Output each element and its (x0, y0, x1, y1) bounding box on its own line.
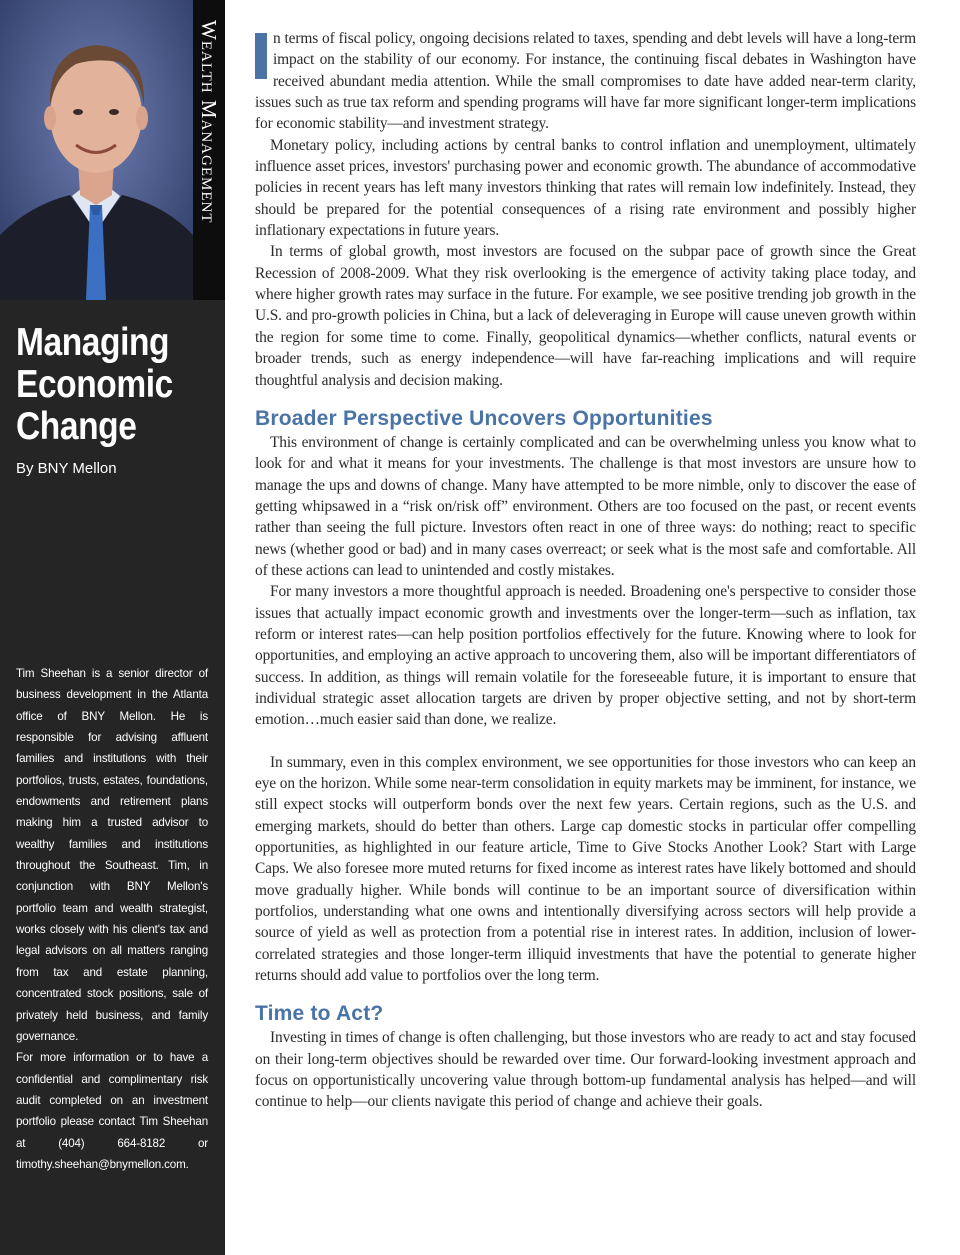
author-portrait-image (0, 0, 193, 300)
byline: By BNY Mellon (16, 460, 117, 477)
article-paragraph-6: In summary, even in this complex environment, we see opportunities for those investors who can keep an eye on the horizon. While some near-term consolidation in equity markets may be imminent, for instance, we still expect stocks will outperform bonds over the next few years. Certain regions, such as the U.S. and emerging markets, should do better than others. Large cap domestic stocks in particular offer compelling opportunities, as highlighted in our feature article, Time to Give Stocks Another Look? Start with Large Caps. We also foresee more muted returns for fixed income as interest rates have likely bottomed and should move gradually higher. While bonds will continue to be an important source of diversification within portfolios, understanding what one owns and intentionally diversifying across sectors will help provide a source of yield as well as protection from a potential rise in interest rates. In addition, inclusion of lower-correlated strategies and those longer-term illiquid investments that have the potential to generate higher returns should add value to portfolios over the long term. (255, 753, 916, 985)
section-heading-1: Broader Perspective Uncovers Opportunities (255, 406, 713, 430)
section-tab (193, 0, 225, 300)
article-paragraph-1-text: n terms of fiscal policy, ongoing decisions related to taxes, spending and debt levels will have a long-term impact on the stability of our economy. For instance, the continuing fiscal debates in Washington have received abundant media attention. While the small compromises to date have added near-term clarity, issues such as true tax reform and spending programs will have far more significant longer-term implications for economic stability—and investment strategy. (255, 30, 916, 133)
article-title-line-3: Change (16, 405, 137, 448)
article-paragraph-3: In terms of global growth, most investors are focused on the subpar pace of growth since the Great Recession of 2008-2009. What they risk overlooking is the emergence of activity taking place today, and where higher growth rates may surface in the future. For example, we see positive trending job growth in the U.S. and pro-growth policies in China, but a lack of deleveraging in Europe will cause uneven growth within the region for some time to come. Finally, geopolitical dynamics—whether conflicts, natural events or broader trends, such as energy independence—will have far-reaching implications and will require thoughtful analysis and decision making. (255, 243, 916, 389)
author-bio (16, 663, 208, 1175)
author-photo (0, 0, 193, 300)
article-paragraph-2: Monetary policy, including actions by central banks to control inflation and unemployment, ultimately influence asset prices, investors' purchasing power and economic growth. The abundance of accommodative policies in recent years has left many investors thinking that rates will remain low indefinitely. Instead, they should be prepared for the potential consequences of a rising rate environment and possibly higher inflationary expectations in future years. (255, 136, 916, 240)
article-body (255, 28, 916, 1113)
article-paragraph-7: Investing in times of change is often challenging, but those investors who are ready to act and stay focused on their long-term objectives should be rewarded over time. Our forward-looking investment approach and focus on opportunistically uncovering value through bottom-up fundamental analysis has helped—and will continue to help—our clients navigate this period of change and achieve their goals. (255, 1029, 916, 1111)
sidebar (0, 0, 225, 1255)
article-paragraph-1 (255, 28, 916, 135)
article-title (16, 322, 188, 448)
article-title-line-2: Economic (16, 363, 173, 406)
article-paragraph-4: This environment of change is certainly complicated and can be overwhelming unless you know what to look for and what it means for your investments. The challenge is that most investors are unsure how to manage the ups and downs of change. Many have attempted to be more nimble, only to discover the ease of getting whipsawed in a “risk on/risk off” environment. Others are too focused on the past, or recent events rather than seeing the full picture. Investors often react in one of three ways: do nothing; react to specific news (whether good or bad) and in many cases overreact; or seek what is the most safe and comfortable. All of these actions can lead to unintended and costly mistakes. (255, 433, 916, 579)
drop-cap-bar (255, 33, 267, 79)
paragraph-spacer (255, 731, 916, 752)
article-title-line-1: Managing (16, 321, 170, 364)
author-bio-text: Tim Sheehan is a senior director of business development in the Atlanta office of BNY Mellon. He is responsible for advising affluent families and institutions with their portfolios, trusts, estates, foundations, endowments and retirement plans making him a trusted advisor to wealthy families and institutions throughout the Southeast. Tim, in conjunction with BNY Mellon's portfolio team and wealth strategist, works closely with his client's tax and legal advisors on all matters ranging from tax and estate planning, concentrated stock positions, sale of privately held business, and family governance. (16, 667, 208, 1043)
article-paragraph-5: For many investors a more thoughtful approach is needed. Broadening one's perspective to consider those issues that actually impact economic growth and investments over the longer-term—such as inflation, tax reform or interest rates—can help position portfolios effectively for the future. Knowing where to look for opportunities, and employing an active approach to uncovering them, also will be important differentiators of success. In addition, as things will remain volatile for the foreseeable future, it is important to ensure that individual strategic asset allocation targets are driven by proper objective setting, and not by short-term emotion…much easier said than done, we realize. (255, 583, 916, 729)
section-tab-label: Wealth Management (197, 20, 221, 224)
author-contact-text: For more information or to have a confidential and complimentary risk audit completed on an investment portfolio please contact Tim Sheehan at (404) 664-8182 or timothy.sheehan@bnymellon.com. (16, 1051, 208, 1171)
section-heading-2: Time to Act? (255, 1002, 384, 1026)
